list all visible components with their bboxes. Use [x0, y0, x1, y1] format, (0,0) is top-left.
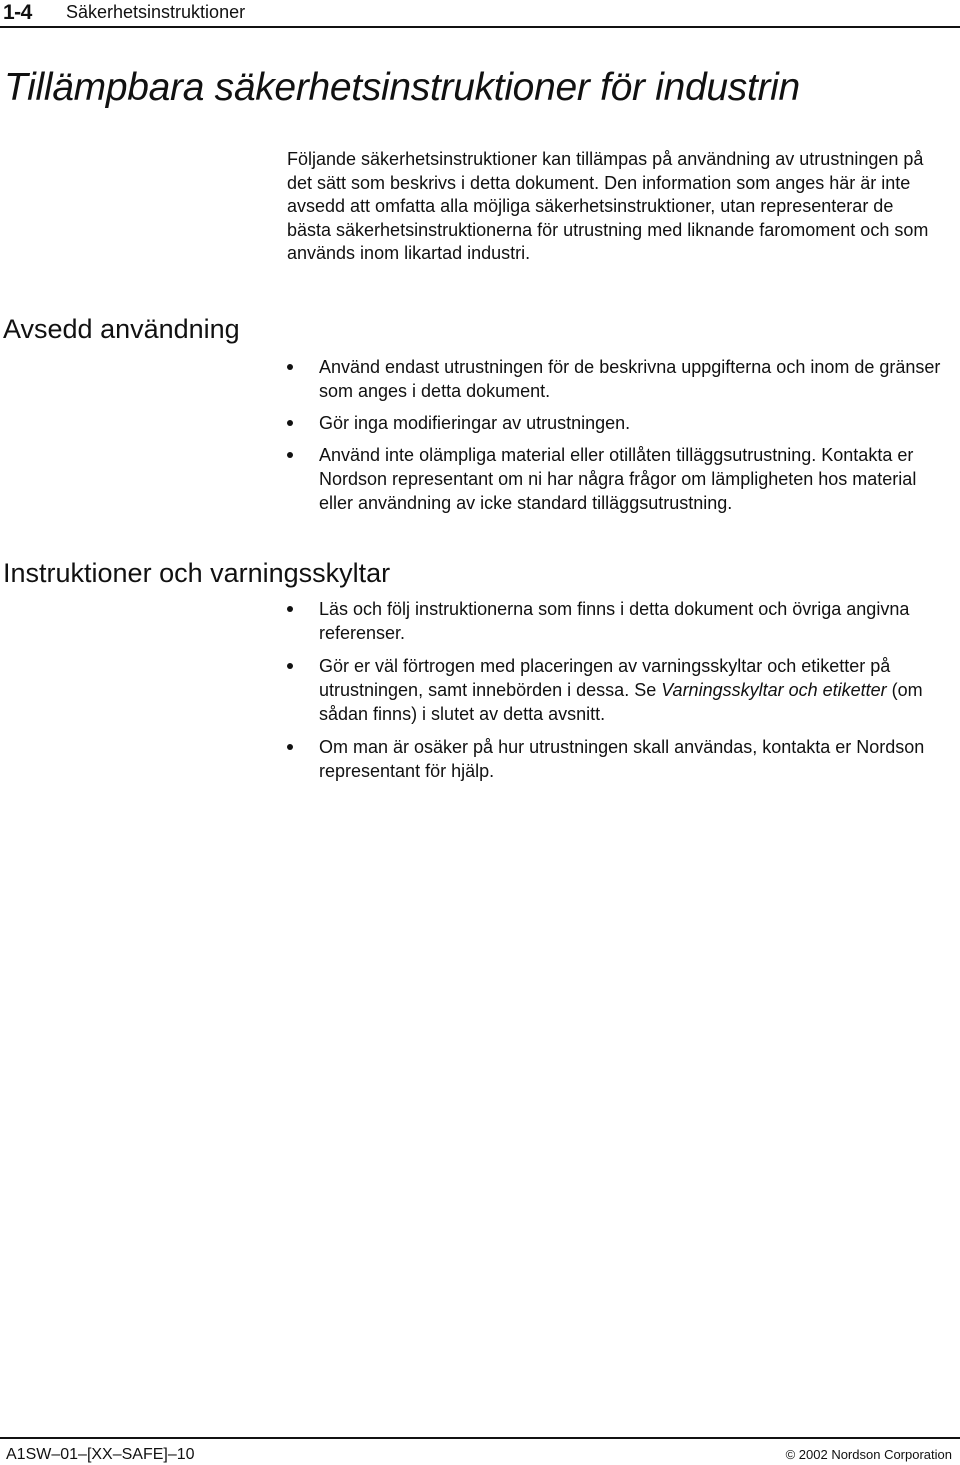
bullet-text-after: (om sådan finns) i slutet av detta avsnitt. — [319, 680, 923, 724]
bullet-icon — [287, 452, 293, 458]
page-header — [0, 0, 960, 28]
bullet-list-avsedd-anvandning — [287, 355, 947, 523]
bullet-text-before: Gör er väl förtrogen med placeringen av varningsskyltar och etiketter på utrustningen, samt innebörden i dessa. Se — [319, 656, 891, 700]
bullet-icon — [287, 663, 293, 669]
document-code: A1SW–01–[XX–SAFE]–10 — [6, 1446, 195, 1463]
list-item — [287, 654, 947, 726]
bullet-list-instruktioner — [287, 597, 947, 792]
page-footer — [0, 1437, 960, 1465]
section-heading-avsedd-anvandning: Avsedd användning — [3, 314, 240, 344]
list-item — [287, 597, 947, 645]
page-number: 1-4 — [3, 1, 32, 24]
document-title: Tillämpbara säkerhetsinstruktioner för industrin — [4, 66, 800, 109]
running-head: Säkerhetsinstruktioner — [66, 2, 246, 22]
bullet-icon — [287, 606, 293, 612]
list-item — [287, 411, 947, 435]
section-heading-instruktioner: Instruktioner och varningsskyltar — [3, 558, 391, 588]
list-item — [287, 443, 947, 515]
bullet-text: Gör inga modifieringar av utrustningen. — [319, 413, 631, 433]
bullet-icon — [287, 744, 293, 750]
bullet-text: Läs och följ instruktionerna som finns i detta dokument och övriga angivna referenser. — [319, 599, 910, 643]
cross-reference: Varningsskyltar och etiketter — [661, 680, 887, 700]
bullet-text: Använd inte olämpliga material eller otillåten tilläggsutrustning. Kontakta er Nordson representant om ni har några frågor om lämpligheten hos material eller användning av icke standard tilläggsutrustning. — [319, 445, 917, 513]
bullet-icon — [287, 420, 293, 426]
intro-paragraph: Följande säkerhetsinstruktioner kan tillämpas på användning av utrustningen på det sätt som beskrivs i detta dokument. Den information som anges här är inte avsedd att omfatta alla möjliga säkerhetsinstruktioner, utan representerar de bästa säkerhetsinstruktionerna för utrustning med liknande faromoment och som används inom likartad industri. — [287, 149, 929, 264]
list-item — [287, 355, 947, 403]
header-rule — [0, 26, 960, 28]
list-item — [287, 735, 947, 783]
copyright-notice: © 2002 Nordson Corporation — [785, 1447, 952, 1462]
bullet-icon — [287, 364, 293, 370]
bullet-text: Om man är osäker på hur utrustningen skall användas, kontakta er Nordson representant för hjälp. — [319, 737, 925, 781]
footer-rule — [0, 1437, 960, 1439]
bullet-text: Använd endast utrustningen för de beskrivna uppgifterna och inom de gränser som anges i detta dokument. — [319, 357, 941, 401]
